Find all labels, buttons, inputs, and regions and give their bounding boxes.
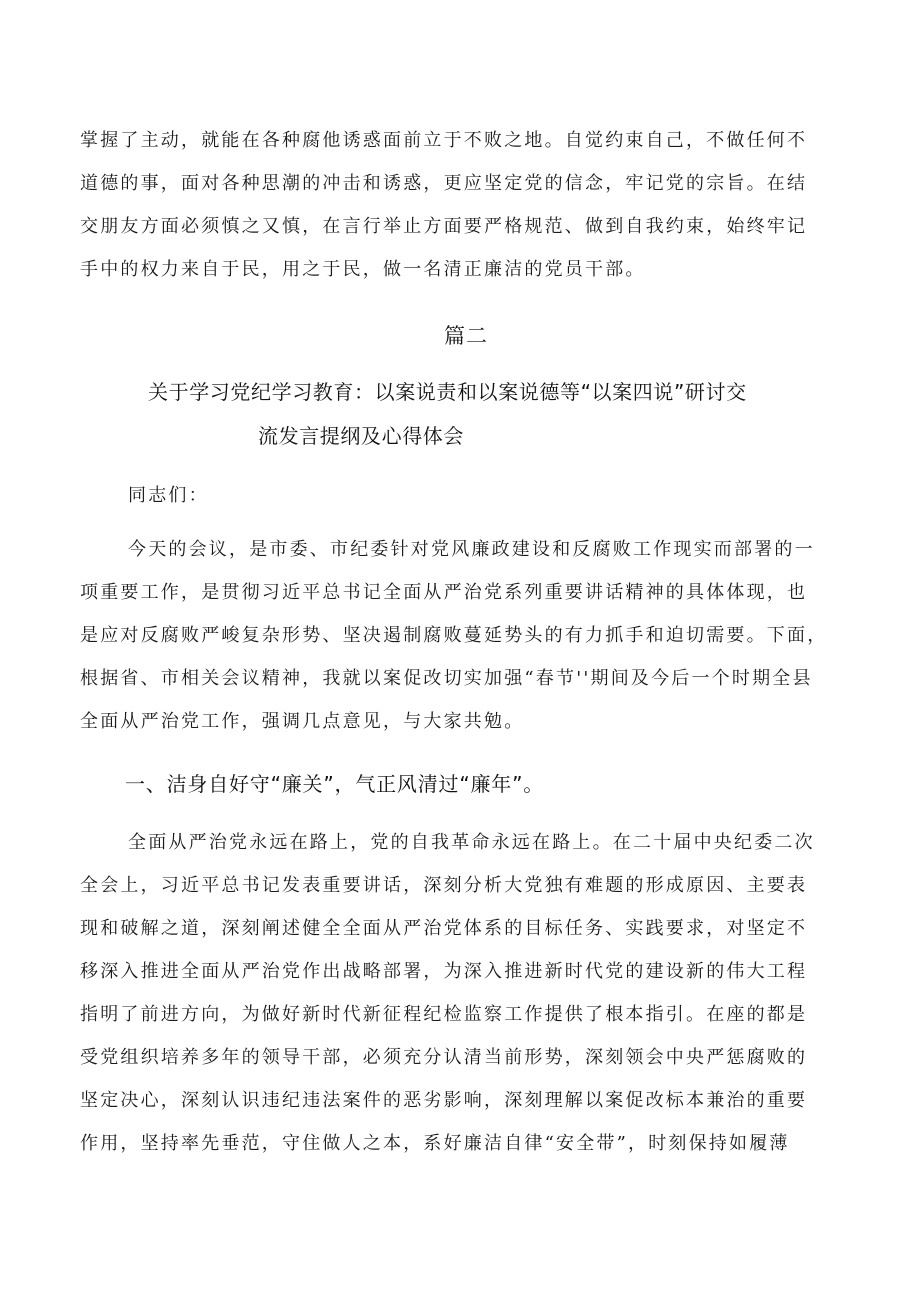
section-subheading: 一、洁身自好守“廉关”，气正风清过“廉年”。 (125, 772, 545, 796)
section-label: 篇二 (444, 324, 488, 348)
opening-paragraph-line: 是应对反腐败严峻复杂形势、坚决遏制腐败蔓延势头的有力抓手和迫切需要。下面， (80, 625, 828, 646)
opening-paragraph-line: 今天的会议，是市委、市纪委针对党风廉政建设和反腐败工作现实而部署的一 (128, 539, 815, 560)
intro-paragraph-line: 手中的权力来自于民，用之于民，做一名清正廉洁的党员干部。 (80, 259, 646, 280)
intro-paragraph-line: 掌握了主动，就能在各种腐他诱惑面前立于不败之地。自觉约束自己，不做任何不 (80, 130, 808, 151)
body-paragraph-line: 受党组织培养多年的领导干部，必须充分认清当前形势，深刻领会中央严惩腐败的 (80, 1047, 808, 1068)
body-paragraph-line: 坚定决心，深刻认识违纪违法案件的恶劣影响，深刻理解以案促改标本兼治的重要 (80, 1090, 808, 1111)
body-paragraph-line: 全面从严治党永远在路上，党的自我革命永远在路上。在二十届中央纪委二次 (128, 832, 815, 853)
section-title-line2: 流发言提纲及心得体会 (258, 424, 464, 448)
intro-paragraph-line: 道德的事，面对各种思潮的冲击和诱惑，更应坚定党的信念，牢记党的宗旨。在结 (80, 173, 808, 194)
intro-paragraph-line: 交朋友方面必须慎之又慎，在言行举止方面要严格规范、做到自我约束，始终牢记 (80, 216, 808, 237)
salutation: 同志们： (128, 485, 209, 506)
opening-paragraph-line: 全面从严治党工作，强调几点意见，与大家共勉。 (80, 711, 525, 732)
opening-paragraph-line: 根据省、市相关会议精神，我就以案促改切实加强“春节''期间及今后一个时期全县 (80, 668, 813, 689)
opening-paragraph-line: 项重要工作，是贯彻习近平总书记全面从严治党系列重要讲话精神的具体体现，也 (80, 582, 808, 603)
body-paragraph-line: 指明了前进方向，为做好新时代新征程纪检监察工作提供了根本指引。在座的都是 (80, 1004, 808, 1025)
section-title-line1: 关于学习党纪学习教育：以案说责和以案说德等“以案四说”研讨交 (148, 380, 747, 404)
body-paragraph-line: 作用，坚持率先垂范，守住做人之本，系好廉洁自律“安全带”，时刻保持如履薄 (80, 1133, 790, 1154)
body-paragraph-line: 移深入推进全面从严治党作出战略部署，为深入推进新时代党的建设新的伟大工程 (80, 961, 808, 982)
body-paragraph-line: 全会上，习近平总书记发表重要讲话，深刻分析大党独有难题的形成原因、主要表 (80, 875, 808, 896)
body-paragraph-line: 现和破解之道，深刻阐述健全全面从严治党体系的目标任务、实践要求，对坚定不 (80, 918, 808, 939)
